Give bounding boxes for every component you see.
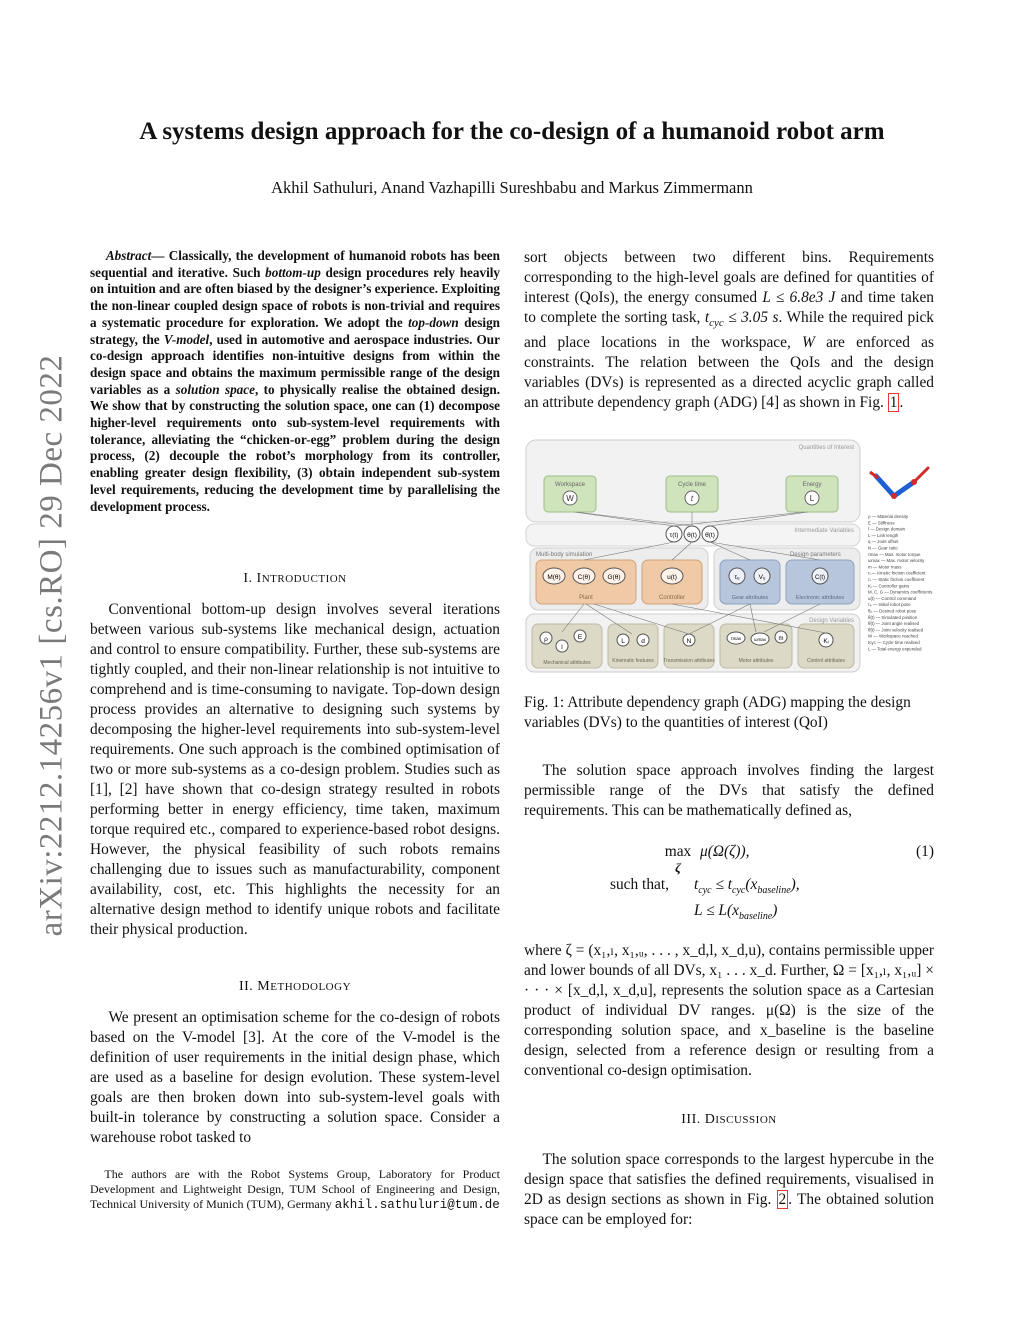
eq-such-that: such that, bbox=[610, 876, 669, 893]
section-heading-introduction: I. INTRODUCTION bbox=[243, 571, 347, 586]
svg-text:Motor attributes: Motor attributes bbox=[738, 658, 774, 664]
legend-item: τₛ — Static friction coefficient bbox=[868, 577, 925, 582]
introduction-body bbox=[90, 600, 500, 940]
legend-item: τmax — Max. motor torque bbox=[868, 551, 921, 557]
arxiv-side-label bbox=[30, 345, 74, 945]
svg-text:Energy: Energy bbox=[802, 482, 822, 488]
methodology-paragraph: We present an optimisation scheme for the co-design of robots based on the V-model [3]. At the core of the V-model is the definition of user requirements in the initial design phase, which are used as a baseline for design evolution. These system-level goals are then broken down into sub-system-level goals with built-in tolerance by constructing a solution space. Consider a warehouse robot tasked to bbox=[90, 1009, 500, 1146]
svg-text:C(t): C(t) bbox=[815, 575, 825, 581]
introduction-paragraph: Conventional bottom-up design involves several iterations between various sub-systems like mechanical design, actuation and control to ensure compatibility. Further, these sub-systems are tightly coupled, and their non-linear relationship is not intuitive to comprehend and is time-consuming to navigate. Top-down design process provides an alternative to designing such systems by decomposing the higher-level requirements into sub-system-level requirements. One such approach is the combined optimisation of two or more sub-systems as a co-design problem. Studies such as [1], [2] have shown that co-design strategy resulted in robots performing better in energy efficiency, time taken, maximum torque required etc., compared to experience-based robot designs. However, the physical feasibility of such robots remains challenging due to issues such as manufacturability, component availability, cost, etc. This highlights the necessity for an alternative design method to identify unique robots and facilitate their physical production. bbox=[90, 601, 500, 938]
discussion-body: The solution space corresponds to the largest hypercube in the design space that satisfies the defined requirements, visualised in 2D as design sections as shown in Fig. 2 . The obtained solution space can be employed for: bbox=[524, 1151, 934, 1228]
svg-text:M(θ): M(θ) bbox=[547, 574, 561, 581]
svg-text:Kinematic features: Kinematic features bbox=[612, 658, 654, 664]
abstract-em-bottom-up: bottom-up bbox=[265, 264, 321, 280]
legend-item: tcyc — Cycle time realised bbox=[868, 640, 920, 645]
fig-2-link[interactable]: 2 bbox=[778, 1191, 787, 1208]
arxiv-id-text: arXiv:2212.14256v1 [cs.RO] 29 Dec 2022 bbox=[33, 354, 70, 936]
legend-item: m — Motor mass bbox=[868, 564, 902, 570]
legend-item: l — Design domain bbox=[868, 526, 906, 532]
author-footnote bbox=[90, 1167, 500, 1213]
svg-text:θ̇(t): θ̇(t) bbox=[705, 532, 715, 539]
svg-text:Design Variables: Design Variables bbox=[809, 618, 854, 624]
svg-text:τᵤ: τᵤ bbox=[734, 574, 740, 581]
eq-number: (1) bbox=[916, 843, 934, 860]
figure-1-caption: Fig. 1: Attribute dependency graph (ADG) mapping the design variables (DVs) to the quantities of interest (QoI) bbox=[524, 694, 911, 731]
abstract-text-4: , used in automotive and aerospace industries. Our co-design approach identifies non-intuitive designs from within the design space and obtains the maximum permissible range of the design variables as a bbox=[90, 331, 500, 397]
svg-text:τmax: τmax bbox=[730, 636, 742, 641]
abstract-text-3: design strategy, the bbox=[90, 314, 500, 347]
legend-item: τᵢ — Kinetic friction coefficient bbox=[868, 570, 926, 576]
legend-item: N — Gear ratio bbox=[868, 545, 898, 551]
svg-text:Multi-body simulation: Multi-body simulation bbox=[536, 552, 593, 558]
footnote-text: The authors are with the Robot Systems Group, Laboratory for Product Development and Lightweight Design, TUM School of Engineering and Design, Technical University of Munich (TUM), Germany bbox=[90, 1167, 500, 1211]
legend-item: E — Stiffness bbox=[868, 520, 895, 526]
svg-text:l: l bbox=[561, 644, 563, 651]
eq-max: max bbox=[664, 843, 692, 860]
svg-text:Mechanical attributes: Mechanical attributes bbox=[543, 660, 591, 666]
svg-text:Controller: Controller bbox=[658, 595, 686, 601]
methodology-body bbox=[90, 1008, 500, 1148]
robot-arm-icon bbox=[870, 468, 928, 499]
paper-authors: Akhil Sathuluri, Anand Vazhapilli Sureshbabu and Markus Zimmermann bbox=[271, 178, 753, 197]
section-heading-discussion: III. DISCUSSION bbox=[681, 1112, 777, 1127]
legend-item: L — Link length bbox=[868, 532, 899, 538]
svg-text:Cycle time: Cycle time bbox=[677, 482, 707, 488]
svg-text:C(θ): C(θ) bbox=[577, 574, 591, 581]
paper-title: A systems design approach for the co-design of a humanoid robot arm bbox=[139, 118, 885, 145]
svg-text:E: E bbox=[577, 634, 583, 641]
legend-item: ρ — Material density bbox=[868, 514, 909, 519]
abstract-em-solution-space: solution space bbox=[175, 381, 255, 397]
legend-item: ωmax — Max. motor velocity bbox=[868, 558, 925, 564]
legend-item: θ(t) — Simulated position bbox=[868, 614, 918, 620]
abstract bbox=[90, 248, 500, 515]
eq-constraint-1: $t_{cyc} \le t_{cyc}(x_{baseline})$, bbox=[694, 876, 800, 897]
legend-item: θₚ — Desired robot pose bbox=[868, 608, 917, 614]
svg-text:Electronic attributes: Electronic attributes bbox=[795, 595, 845, 601]
svg-text:τ(t): τ(t) bbox=[669, 532, 679, 539]
svg-text:Design parameters: Design parameters bbox=[790, 552, 841, 558]
footnote-email[interactable]: akhil.sathuluri@tum.de bbox=[334, 1198, 500, 1212]
qoi-band-label: Quantities of Interest bbox=[798, 445, 854, 451]
abstract-em-top-down: top-down bbox=[408, 314, 459, 330]
legend-item: Kᵢ — Controller gains bbox=[868, 583, 910, 589]
svg-text:Kᵢ: Kᵢ bbox=[823, 638, 829, 645]
abstract-text-1: — Classically, the development of humanoid robots has been sequential and iterative. Such bbox=[90, 248, 500, 280]
fig-1-link[interactable]: 1 bbox=[889, 394, 898, 412]
legend-item: τₚ — Initial robot pose bbox=[868, 602, 911, 608]
figure-adg bbox=[524, 436, 934, 676]
legend-item: q — Joint offset bbox=[868, 539, 899, 545]
section-heading-methodology: II. METHODOLOGY bbox=[238, 979, 352, 994]
equation-1: max ζ μ(Ω(ζ)), (1) such that, $t_{cyc} \le t_{cyc}(x_{baseline})$, $L \le L(x_{baseline})$ bbox=[610, 843, 934, 923]
svg-text:Plant: Plant bbox=[579, 595, 593, 601]
svg-text:Transmission attributes: Transmission attributes bbox=[663, 658, 715, 664]
abstract-em-v-model: V-model bbox=[163, 331, 210, 347]
legend-item: u(t) — Control command bbox=[868, 595, 917, 601]
eq-constraint-2: $L \le L(x_{baseline})$ bbox=[694, 902, 778, 923]
legend-item: L — Total energy expended bbox=[868, 646, 922, 652]
svg-text:Intermediate Variables: Intermediate Variables bbox=[794, 528, 854, 534]
svg-text:Workspace: Workspace bbox=[555, 482, 585, 488]
svg-text:ωmax: ωmax bbox=[753, 637, 767, 642]
svg-text:Control attributes: Control attributes bbox=[806, 658, 846, 664]
eq-objective: μ(Ω(ζ)), bbox=[700, 843, 750, 860]
legend-item: θ̇(t) — Joint angle realised bbox=[868, 621, 920, 627]
svg-text:N: N bbox=[686, 638, 692, 645]
legend-item: θ̈(t) — Joint velocity realised bbox=[868, 627, 924, 633]
abstract-label: Abstract bbox=[105, 248, 152, 263]
legend-item: M, C, G — Dynamics coefficients bbox=[868, 589, 933, 595]
svg-text:θ(t): θ(t) bbox=[687, 532, 697, 539]
svg-text:t: t bbox=[690, 494, 694, 503]
right-top-paragraph: sort objects between two different bins. Requirements corresponding to the high-level goals are defined for quantities of interest (QoIs), the energy consumed L ≤ 6.8e3 J and time taken to complete the sorting task, $t_{cyc} \le 3.05$ s. While the required pick and place locations in the workspace, W are enforced as constraints. The relation between the QoIs and the design variables (DVs) is represented as a directed acyclic graph called an attribute dependency graph (ADG) [4] as shown in Fig. 1 . bbox=[524, 249, 935, 412]
svg-text:L: L bbox=[621, 638, 625, 645]
figure-legend bbox=[868, 514, 933, 651]
solution-space-paragraph: The solution space approach involves finding the largest permissible range of the DVs that satisfy the defined requirements. This can be mathematically defined as, bbox=[524, 762, 934, 819]
abstract-text-2: design procedures rely heavily on intuition and are often biased by the designer’s experience. Exploiting the non-linear coupled design space of robots is non-trivial and requires a systematic procedure for exploration. We adopt the bbox=[90, 264, 500, 330]
abstract-text-5: , to physically realise the obtained design. We show that by constructing the solution space, one can (1) decompose higher-level requirements onto sub-system-level requirements with tolerance, alleviating the “chicken-or-egg” problem during the design process, (2) decouple the robot’s morphology from its controller, enabling greater design flexibility, (3) obtain independent sub-system level requirements, reducing the development time by parallelising the development process. bbox=[90, 381, 500, 514]
where-paragraph: where ζ = (x₁,ₗ, x₁,ᵤ, . . . , x_d,l, x_d,u), contains permissible upper and lower bounds of all DVs, x₁ . . . x_d. Further, Ω = [x₁,ₗ, x₁,ᵤ] × · · · × [x_d,l, x_d,u], represents the solution space as a Cartesian product of individual DV ranges. μ(Ω) is the size of the corresponding solution space, and x_baseline is the baseline design, selected from a reference design or resulting from a conventional co-design optimisation. bbox=[524, 942, 934, 1079]
svg-text:Gear attributes: Gear attributes bbox=[731, 595, 769, 601]
svg-text:L: L bbox=[809, 494, 815, 503]
svg-text:u(t): u(t) bbox=[667, 574, 677, 581]
svg-text:Vᵤ: Vᵤ bbox=[758, 574, 766, 581]
svg-text:m: m bbox=[778, 636, 784, 642]
svg-text:ρ: ρ bbox=[544, 636, 548, 643]
legend-item: W — Workspace reached bbox=[868, 633, 918, 639]
adg-diagram bbox=[524, 436, 934, 676]
svg-text:W: W bbox=[566, 494, 574, 503]
svg-text:d: d bbox=[641, 638, 645, 645]
svg-text:G(θ): G(θ) bbox=[607, 574, 621, 581]
